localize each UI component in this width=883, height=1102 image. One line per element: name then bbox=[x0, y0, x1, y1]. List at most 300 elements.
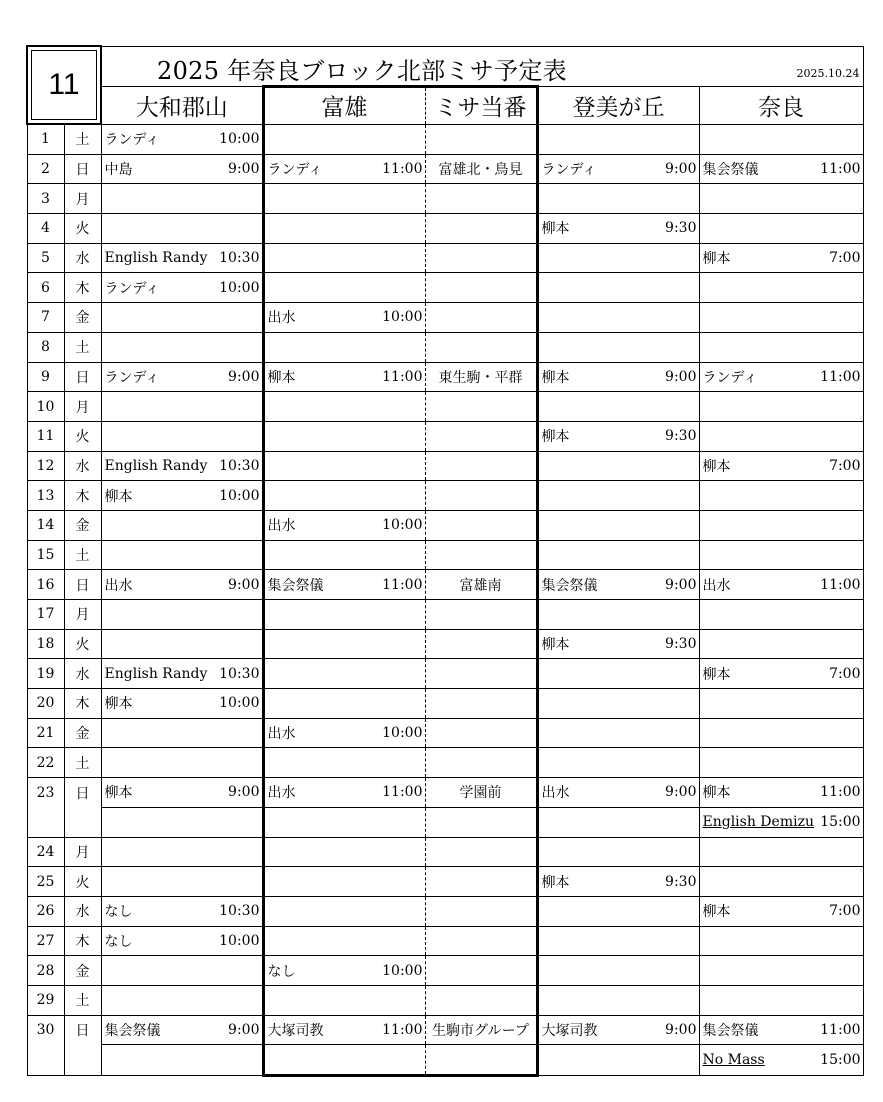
duty-cell bbox=[425, 184, 537, 214]
mass-celebrant: 出水 bbox=[267, 310, 296, 327]
mass-time: 10:00 bbox=[382, 517, 423, 534]
mass-celebrant: ランディ bbox=[267, 162, 323, 179]
duty-cell bbox=[425, 867, 537, 897]
day-number: 24 bbox=[27, 837, 64, 867]
day-number: 5 bbox=[27, 243, 64, 273]
weekday: 金 bbox=[64, 956, 101, 986]
duty-cell bbox=[425, 629, 537, 659]
mass-celebrant: 集会祭儀 bbox=[702, 1022, 759, 1039]
mass-time: 9:00 bbox=[665, 576, 697, 593]
nara-cell bbox=[699, 392, 863, 422]
yamato-cell bbox=[101, 332, 263, 362]
mass-time: 10:30 bbox=[219, 665, 260, 682]
table-row bbox=[27, 510, 863, 540]
nara-cell bbox=[699, 896, 863, 926]
yamato-cell bbox=[101, 837, 263, 867]
mass-time: 9:30 bbox=[665, 428, 697, 445]
nara-cell bbox=[699, 184, 863, 214]
table-row bbox=[27, 481, 863, 511]
mass-time: 10:00 bbox=[382, 309, 423, 326]
nara-cell bbox=[699, 837, 863, 867]
tomio-cell bbox=[263, 837, 425, 867]
yamato-cell bbox=[101, 748, 263, 778]
table-row bbox=[27, 689, 863, 719]
mass-celebrant: 出水 bbox=[702, 577, 731, 594]
weekday: 水 bbox=[64, 896, 101, 926]
mass-time: 11:00 bbox=[820, 576, 861, 593]
tomio-cell bbox=[263, 273, 425, 303]
table-row bbox=[27, 451, 863, 481]
tomio-cell bbox=[263, 956, 425, 986]
table-row bbox=[27, 570, 863, 600]
yamato-cell bbox=[101, 570, 263, 600]
yamato-cell bbox=[101, 124, 263, 154]
weekday: 日 bbox=[64, 778, 101, 808]
yamato-cell bbox=[101, 956, 263, 986]
weekday: 土 bbox=[64, 985, 101, 1015]
table-row bbox=[27, 807, 863, 837]
nara-cell bbox=[699, 629, 863, 659]
mass-celebrant: 柳本 bbox=[702, 785, 731, 802]
mass-time: 11:00 bbox=[820, 368, 861, 385]
mass-time: 11:00 bbox=[820, 1021, 861, 1038]
duty-cell bbox=[425, 985, 537, 1015]
mass-celebrant: ランディ bbox=[104, 280, 160, 297]
tomigaoka-cell bbox=[537, 570, 699, 600]
tomigaoka-cell bbox=[537, 451, 699, 481]
day-number: 11 bbox=[27, 421, 64, 451]
tomigaoka-cell bbox=[537, 1015, 699, 1045]
header-nara: 奈良 bbox=[699, 86, 863, 124]
nara-cell bbox=[699, 748, 863, 778]
mass-celebrant: 大塚司教 bbox=[541, 1022, 598, 1039]
mass-celebrant: 柳本 bbox=[541, 221, 570, 238]
weekday: 土 bbox=[64, 540, 101, 570]
mass-time: 9:30 bbox=[665, 873, 697, 890]
table-row bbox=[27, 184, 863, 214]
mass-celebrant: なし bbox=[267, 963, 296, 980]
table-row bbox=[27, 303, 863, 333]
yamato-cell bbox=[101, 214, 263, 244]
weekday: 木 bbox=[64, 481, 101, 511]
mass-celebrant: 出水 bbox=[104, 577, 133, 594]
mass-celebrant: 柳本 bbox=[702, 904, 731, 921]
weekday: 水 bbox=[64, 243, 101, 273]
mass-celebrant: ランディ bbox=[104, 369, 160, 386]
day-number: 27 bbox=[27, 926, 64, 956]
weekday: 日 bbox=[64, 362, 101, 392]
yamato-cell bbox=[101, 362, 263, 392]
tomigaoka-cell bbox=[537, 392, 699, 422]
yamato-cell bbox=[101, 481, 263, 511]
nara-cell bbox=[699, 273, 863, 303]
mass-time: 9:30 bbox=[665, 636, 697, 653]
duty-cell bbox=[425, 540, 537, 570]
mass-time: 9:00 bbox=[228, 1021, 260, 1038]
day-number: 29 bbox=[27, 985, 64, 1015]
duty-cell bbox=[425, 837, 537, 867]
yamato-cell bbox=[101, 540, 263, 570]
table-row bbox=[27, 124, 863, 154]
yamato-cell bbox=[101, 1045, 263, 1076]
tomio-cell bbox=[263, 332, 425, 362]
tomigaoka-cell bbox=[537, 867, 699, 897]
table-row bbox=[27, 243, 863, 273]
mass-time: 10:30 bbox=[219, 903, 260, 920]
mass-celebrant: 中島 bbox=[104, 162, 133, 179]
duty-cell bbox=[425, 1045, 537, 1076]
nara-cell bbox=[699, 570, 863, 600]
day-number: 3 bbox=[27, 184, 64, 214]
mass-time: 10:00 bbox=[382, 962, 423, 979]
duty-cell bbox=[425, 689, 537, 719]
tomigaoka-cell bbox=[537, 510, 699, 540]
table-row bbox=[27, 837, 863, 867]
tomio-cell bbox=[263, 481, 425, 511]
table-row bbox=[27, 956, 863, 986]
tomigaoka-cell bbox=[537, 362, 699, 392]
table-row bbox=[27, 659, 863, 689]
mass-time: 10:00 bbox=[219, 131, 260, 148]
yamato-cell bbox=[101, 421, 263, 451]
mass-time: 7:00 bbox=[829, 903, 861, 920]
tomio-cell bbox=[263, 896, 425, 926]
tomio-cell bbox=[263, 600, 425, 630]
yamato-cell bbox=[101, 510, 263, 540]
weekday bbox=[64, 807, 101, 837]
tomigaoka-cell bbox=[537, 896, 699, 926]
table-row bbox=[27, 362, 863, 392]
day-number: 1 bbox=[27, 124, 64, 154]
day-number bbox=[27, 807, 64, 837]
mass-celebrant: なし bbox=[104, 933, 133, 950]
yamato-cell bbox=[101, 926, 263, 956]
mass-celebrant: 集会祭儀 bbox=[702, 162, 759, 179]
yamato-cell bbox=[101, 689, 263, 719]
mass-time: 9:00 bbox=[665, 1021, 697, 1038]
mass-time: 15:00 bbox=[820, 1052, 861, 1069]
nara-cell bbox=[699, 807, 863, 837]
weekday: 水 bbox=[64, 659, 101, 689]
day-number: 16 bbox=[27, 570, 64, 600]
tomigaoka-cell bbox=[537, 184, 699, 214]
tomigaoka-cell bbox=[537, 718, 699, 748]
duty-cell bbox=[425, 926, 537, 956]
duty-cell bbox=[425, 303, 537, 333]
table-row bbox=[27, 718, 863, 748]
mass-time: 11:00 bbox=[820, 784, 861, 801]
day-number: 14 bbox=[27, 510, 64, 540]
month-number: 11 bbox=[27, 46, 101, 124]
yamato-cell bbox=[101, 778, 263, 808]
duty-cell: 東生駒・平群 bbox=[425, 362, 537, 392]
mass-time: 11:00 bbox=[382, 1021, 423, 1038]
duty-cell bbox=[425, 718, 537, 748]
yamato-cell bbox=[101, 629, 263, 659]
tomigaoka-cell bbox=[537, 629, 699, 659]
day-number: 25 bbox=[27, 867, 64, 897]
weekday: 火 bbox=[64, 214, 101, 244]
tomio-cell bbox=[263, 659, 425, 689]
tomio-cell bbox=[263, 451, 425, 481]
mass-time: 9:00 bbox=[665, 368, 697, 385]
table-row bbox=[27, 214, 863, 244]
weekday: 火 bbox=[64, 421, 101, 451]
duty-cell: 生駒市グループ bbox=[425, 1015, 537, 1045]
nara-cell bbox=[699, 243, 863, 273]
table-row bbox=[27, 629, 863, 659]
mass-time: 11:00 bbox=[820, 161, 861, 178]
weekday: 月 bbox=[64, 184, 101, 214]
tomio-cell bbox=[263, 392, 425, 422]
yamato-cell bbox=[101, 273, 263, 303]
yamato-cell bbox=[101, 451, 263, 481]
table-row bbox=[27, 540, 863, 570]
table-row bbox=[27, 926, 863, 956]
nara-cell bbox=[699, 124, 863, 154]
weekday: 水 bbox=[64, 451, 101, 481]
mass-celebrant: 出水 bbox=[267, 785, 296, 802]
nara-cell bbox=[699, 540, 863, 570]
header-tomio: 富雄 bbox=[263, 86, 425, 124]
day-number: 7 bbox=[27, 303, 64, 333]
mass-time: 9:00 bbox=[228, 784, 260, 801]
yamato-cell bbox=[101, 867, 263, 897]
table-row bbox=[27, 421, 863, 451]
table-row bbox=[27, 896, 863, 926]
day-number: 26 bbox=[27, 896, 64, 926]
mass-time: 10:30 bbox=[219, 250, 260, 267]
day-number: 19 bbox=[27, 659, 64, 689]
nara-cell bbox=[699, 778, 863, 808]
mass-celebrant: English Randy bbox=[104, 250, 208, 267]
tomigaoka-cell bbox=[537, 214, 699, 244]
day-number: 23 bbox=[27, 778, 64, 808]
duty-cell bbox=[425, 510, 537, 540]
day-number: 13 bbox=[27, 481, 64, 511]
mass-time: 10:00 bbox=[382, 725, 423, 742]
day-number: 15 bbox=[27, 540, 64, 570]
tomio-cell bbox=[263, 421, 425, 451]
duty-cell bbox=[425, 243, 537, 273]
tomio-cell bbox=[263, 689, 425, 719]
duty-cell bbox=[425, 392, 537, 422]
mass-time: 9:00 bbox=[665, 161, 697, 178]
tomigaoka-cell bbox=[537, 689, 699, 719]
table-row bbox=[27, 985, 863, 1015]
duty-cell bbox=[425, 124, 537, 154]
duty-cell bbox=[425, 956, 537, 986]
duty-cell: 学園前 bbox=[425, 778, 537, 808]
duty-cell bbox=[425, 748, 537, 778]
yamato-cell bbox=[101, 985, 263, 1015]
nara-cell bbox=[699, 510, 863, 540]
header-duty: ミサ当番 bbox=[425, 86, 537, 124]
nara-cell bbox=[699, 332, 863, 362]
mass-time: 9:00 bbox=[228, 576, 260, 593]
duty-cell bbox=[425, 214, 537, 244]
mass-time: 15:00 bbox=[820, 814, 861, 831]
mass-celebrant: 集会祭儀 bbox=[104, 1022, 161, 1039]
weekday: 火 bbox=[64, 629, 101, 659]
table-row bbox=[27, 332, 863, 362]
nara-cell bbox=[699, 926, 863, 956]
table-row bbox=[27, 1045, 863, 1076]
mass-celebrant: English Randy bbox=[104, 457, 208, 474]
tomigaoka-cell bbox=[537, 1045, 699, 1076]
table-row bbox=[27, 392, 863, 422]
duty-cell bbox=[425, 600, 537, 630]
mass-time: 10:00 bbox=[219, 279, 260, 296]
mass-celebrant: 集会祭儀 bbox=[541, 577, 598, 594]
tomio-cell bbox=[263, 629, 425, 659]
nara-cell bbox=[699, 867, 863, 897]
tomio-cell bbox=[263, 362, 425, 392]
schedule-table bbox=[26, 45, 864, 1077]
header-tomigaoka: 登美が丘 bbox=[537, 86, 699, 124]
day-number: 9 bbox=[27, 362, 64, 392]
tomio-cell bbox=[263, 807, 425, 837]
nara-cell bbox=[699, 421, 863, 451]
mass-celebrant: 柳本 bbox=[541, 429, 570, 446]
weekday: 日 bbox=[64, 154, 101, 184]
weekday: 月 bbox=[64, 837, 101, 867]
nara-cell bbox=[699, 718, 863, 748]
day-number: 18 bbox=[27, 629, 64, 659]
tomigaoka-cell bbox=[537, 778, 699, 808]
mass-time: 9:00 bbox=[665, 784, 697, 801]
day-number: 12 bbox=[27, 451, 64, 481]
weekday: 土 bbox=[64, 124, 101, 154]
weekday: 土 bbox=[64, 748, 101, 778]
duty-cell bbox=[425, 273, 537, 303]
table-row bbox=[27, 778, 863, 808]
mass-celebrant: 出水 bbox=[267, 518, 296, 535]
yamato-cell bbox=[101, 718, 263, 748]
mass-celebrant: No Mass bbox=[702, 1052, 765, 1069]
nara-cell bbox=[699, 154, 863, 184]
nara-cell bbox=[699, 481, 863, 511]
mass-celebrant: ランディ bbox=[541, 162, 597, 179]
weekday: 日 bbox=[64, 1015, 101, 1045]
nara-cell bbox=[699, 1045, 863, 1076]
mass-time: 7:00 bbox=[829, 457, 861, 474]
tomigaoka-cell bbox=[537, 154, 699, 184]
yamato-cell bbox=[101, 392, 263, 422]
tomio-cell bbox=[263, 154, 425, 184]
nara-cell bbox=[699, 985, 863, 1015]
day-number: 4 bbox=[27, 214, 64, 244]
nara-cell bbox=[699, 214, 863, 244]
mass-time: 7:00 bbox=[829, 250, 861, 267]
day-number: 28 bbox=[27, 956, 64, 986]
page-title: 2025 年奈良ブロック北部ミサ予定表 bbox=[157, 56, 567, 85]
mass-time: 9:00 bbox=[228, 368, 260, 385]
duty-cell bbox=[425, 481, 537, 511]
tomigaoka-cell bbox=[537, 124, 699, 154]
tomigaoka-cell bbox=[537, 273, 699, 303]
weekday: 金 bbox=[64, 510, 101, 540]
mass-time: 11:00 bbox=[382, 784, 423, 801]
duty-cell: 富雄南 bbox=[425, 570, 537, 600]
yamato-cell bbox=[101, 896, 263, 926]
day-number: 8 bbox=[27, 332, 64, 362]
duty-cell: 富雄北・鳥見 bbox=[425, 154, 537, 184]
tomigaoka-cell bbox=[537, 332, 699, 362]
schedule-sheet bbox=[26, 45, 862, 1077]
tomio-cell bbox=[263, 985, 425, 1015]
mass-celebrant: 柳本 bbox=[702, 458, 731, 475]
mass-time: 11:00 bbox=[382, 368, 423, 385]
mass-time: 10:00 bbox=[219, 695, 260, 712]
weekday bbox=[64, 1045, 101, 1076]
duty-cell bbox=[425, 659, 537, 689]
tomigaoka-cell bbox=[537, 481, 699, 511]
yamato-cell bbox=[101, 154, 263, 184]
tomigaoka-cell bbox=[537, 540, 699, 570]
mass-celebrant: 柳本 bbox=[702, 666, 731, 683]
mass-celebrant: ランディ bbox=[702, 369, 758, 386]
nara-cell bbox=[699, 600, 863, 630]
mass-celebrant: 柳本 bbox=[541, 637, 570, 654]
yamato-cell bbox=[101, 1015, 263, 1045]
duty-cell bbox=[425, 421, 537, 451]
day-number: 20 bbox=[27, 689, 64, 719]
tomigaoka-cell bbox=[537, 659, 699, 689]
tomio-cell bbox=[263, 778, 425, 808]
mass-celebrant: なし bbox=[104, 904, 133, 921]
tomigaoka-cell bbox=[537, 985, 699, 1015]
duty-cell bbox=[425, 451, 537, 481]
mass-celebrant: 柳本 bbox=[104, 785, 133, 802]
title-block bbox=[101, 46, 863, 86]
nara-cell bbox=[699, 689, 863, 719]
tomigaoka-cell bbox=[537, 748, 699, 778]
tomigaoka-cell bbox=[537, 303, 699, 333]
tomio-cell bbox=[263, 1015, 425, 1045]
day-number bbox=[27, 1045, 64, 1076]
yamato-cell bbox=[101, 659, 263, 689]
nara-cell bbox=[699, 303, 863, 333]
mass-time: 11:00 bbox=[382, 161, 423, 178]
mass-celebrant: English Randy bbox=[104, 665, 208, 682]
mass-celebrant: 出水 bbox=[267, 726, 296, 743]
mass-celebrant: 柳本 bbox=[267, 369, 296, 386]
table-row bbox=[27, 154, 863, 184]
yamato-cell bbox=[101, 243, 263, 273]
tomio-cell bbox=[263, 184, 425, 214]
weekday: 土 bbox=[64, 332, 101, 362]
tomigaoka-cell bbox=[537, 807, 699, 837]
mass-celebrant: ランディ bbox=[104, 132, 160, 149]
yamato-cell bbox=[101, 184, 263, 214]
tomio-cell bbox=[263, 1045, 425, 1076]
tomigaoka-cell bbox=[537, 926, 699, 956]
mass-celebrant: 柳本 bbox=[541, 369, 570, 386]
tomio-cell bbox=[263, 718, 425, 748]
nara-cell bbox=[699, 659, 863, 689]
weekday: 木 bbox=[64, 273, 101, 303]
table-row bbox=[27, 867, 863, 897]
day-number: 17 bbox=[27, 600, 64, 630]
mass-celebrant: 柳本 bbox=[541, 874, 570, 891]
day-number: 10 bbox=[27, 392, 64, 422]
mass-celebrant: 集会祭儀 bbox=[267, 577, 324, 594]
table-row bbox=[27, 748, 863, 778]
duty-cell bbox=[425, 807, 537, 837]
table-row bbox=[27, 1015, 863, 1045]
day-number: 22 bbox=[27, 748, 64, 778]
